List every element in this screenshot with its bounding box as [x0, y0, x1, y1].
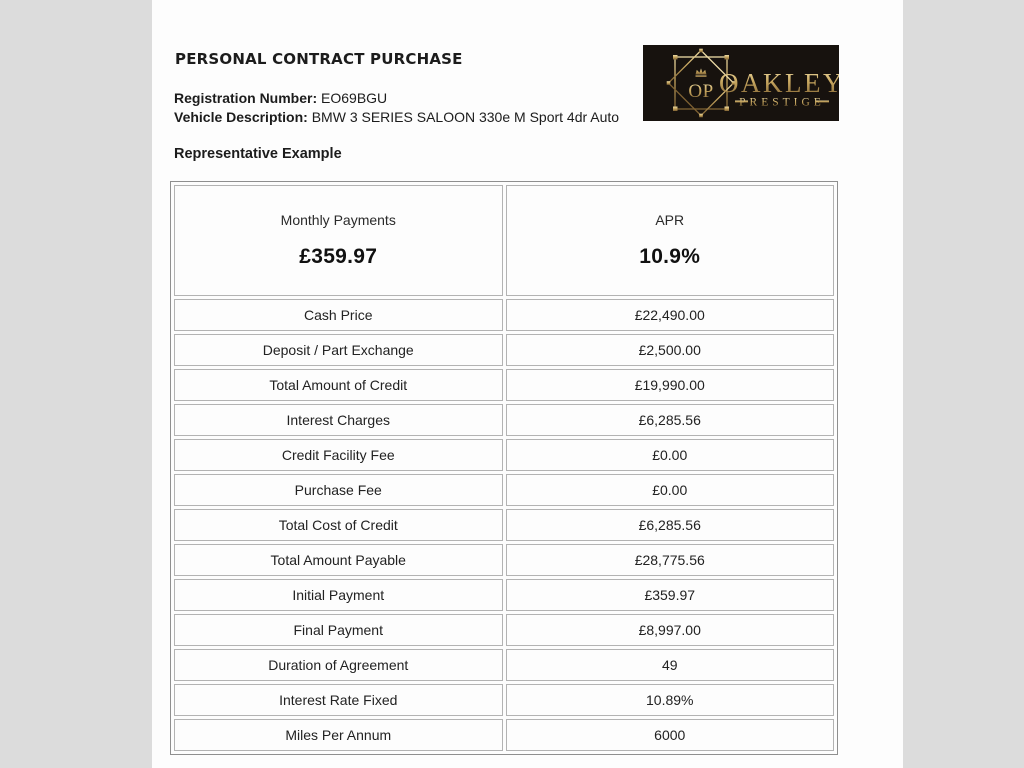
- apr-header-cell: [506, 185, 835, 296]
- dealer-logo-graphic: [643, 45, 839, 121]
- row-label: Purchase Fee: [174, 474, 503, 506]
- row-value: £28,775.56: [506, 544, 835, 576]
- registration-value: EO69BGU: [321, 90, 388, 106]
- row-label: Total Cost of Credit: [174, 509, 503, 541]
- finance-table: [170, 181, 838, 755]
- row-value: £6,285.56: [506, 404, 835, 436]
- row-value: £8,997.00: [506, 614, 835, 646]
- row-label: Duration of Agreement: [174, 649, 503, 681]
- table-row: [174, 544, 834, 576]
- row-value: £2,500.00: [506, 334, 835, 366]
- row-label: Total Amount Payable: [174, 544, 503, 576]
- document-title: PERSONAL CONTRACT PURCHASE: [175, 50, 463, 68]
- finance-table-header-row: [174, 185, 834, 296]
- dealer-logo: [643, 45, 839, 121]
- row-label: Cash Price: [174, 299, 503, 331]
- row-value: £22,490.00: [506, 299, 835, 331]
- row-label: Final Payment: [174, 614, 503, 646]
- row-label: Initial Payment: [174, 579, 503, 611]
- row-value: £0.00: [506, 474, 835, 506]
- apr-value: 10.9%: [639, 245, 701, 268]
- table-row: [174, 404, 834, 436]
- row-label: Interest Charges: [174, 404, 503, 436]
- row-label: Miles Per Annum: [174, 719, 503, 751]
- row-value: 10.89%: [506, 684, 835, 716]
- registration-label: Registration Number:: [174, 90, 318, 106]
- vehicle-description-line: [174, 108, 619, 127]
- op-monogram: OP: [688, 81, 714, 102]
- table-row: [174, 649, 834, 681]
- table-row: [174, 509, 834, 541]
- monthly-payments-label: Monthly Payments: [280, 212, 396, 228]
- table-row: [174, 334, 834, 366]
- logo-subtitle-group: [735, 97, 829, 109]
- vehicle-description-label: Vehicle Description:: [174, 109, 308, 125]
- table-row: [174, 684, 834, 716]
- table-row: [174, 369, 834, 401]
- row-value: £6,285.56: [506, 509, 835, 541]
- document-page: [152, 0, 903, 768]
- table-row: [174, 299, 834, 331]
- row-label: Interest Rate Fixed: [174, 684, 503, 716]
- logo-brand-text: OAKLEY: [719, 68, 839, 98]
- finance-table-body: [174, 185, 834, 751]
- row-value: £359.97: [506, 579, 835, 611]
- table-row: [174, 614, 834, 646]
- monthly-payments-header-cell: [174, 185, 503, 296]
- vehicle-meta-block: [174, 89, 619, 127]
- row-value: 6000: [506, 719, 835, 751]
- logo-subtitle-text: PRESTIGE: [739, 96, 825, 109]
- table-row: [174, 439, 834, 471]
- row-label: Credit Facility Fee: [174, 439, 503, 471]
- row-label: Total Amount of Credit: [174, 369, 503, 401]
- row-value: 49: [506, 649, 835, 681]
- table-row: [174, 719, 834, 751]
- registration-line: [174, 89, 619, 108]
- apr-label: APR: [655, 212, 685, 228]
- section-heading: Representative Example: [174, 146, 342, 162]
- vehicle-description-value: BMW 3 SERIES SALOON 330e M Sport 4dr Auto: [311, 109, 620, 125]
- row-value: £19,990.00: [506, 369, 835, 401]
- row-label: Deposit / Part Exchange: [174, 334, 503, 366]
- table-row: [174, 474, 834, 506]
- row-value: £0.00: [506, 439, 835, 471]
- monthly-payments-value: £359.97: [299, 245, 378, 268]
- table-row: [174, 579, 834, 611]
